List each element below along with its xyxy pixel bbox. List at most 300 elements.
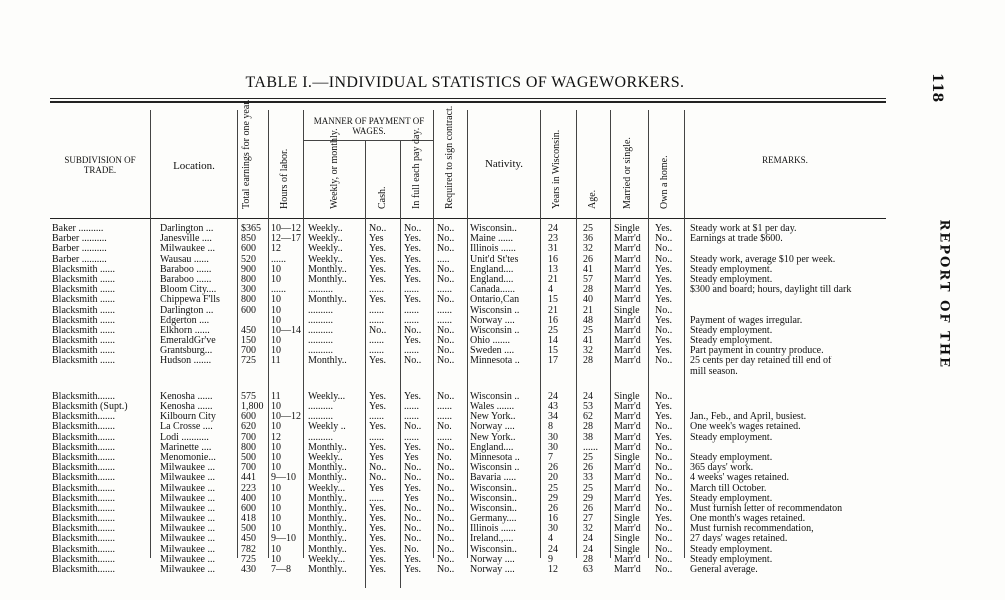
cell-trade: Blacksmith....... — [52, 503, 116, 514]
cell-loc: Milwaukee ... — [160, 565, 215, 575]
cell-hours: 10 — [271, 463, 281, 474]
header-married: Married or single. — [622, 137, 633, 209]
cell-cash: Yes. — [369, 295, 387, 306]
cell-weekly: Weekly... — [308, 483, 346, 494]
header-subdivision: SUBDIVISION OF TRADE. — [64, 155, 136, 175]
cell-earn: 223 — [241, 483, 256, 494]
header-years: Years in Wisconsin. — [551, 129, 562, 209]
cell-nat: Maine ...... — [470, 234, 514, 245]
cell-trade: Baker .......... — [52, 224, 104, 234]
cell-loc: Milwaukee ... — [160, 473, 215, 484]
cell-full: Yes. — [404, 565, 422, 575]
cell-cash: Yes — [369, 452, 384, 463]
cell-earn: 700 — [241, 432, 256, 443]
cell-earn: 782 — [241, 544, 256, 555]
table-row — [0, 514, 1005, 524]
cell-nat: Wisconsin.. — [470, 544, 517, 555]
cell-cash: ...... — [369, 412, 384, 423]
cell-cash: Yes — [369, 483, 384, 494]
cell-cash: No.. — [369, 473, 387, 484]
cell-age: 24 — [583, 534, 593, 545]
top-rule-thick — [50, 101, 886, 103]
cell-full: Yes. — [404, 483, 422, 494]
table-row — [0, 412, 1005, 422]
cell-loc: Darlington ... — [160, 224, 214, 234]
cell-hours: 10—14 — [271, 325, 301, 336]
cell-age: 28 — [583, 422, 593, 433]
cell-trade: Blacksmith ...... — [52, 295, 116, 306]
cell-weekly: .......... — [308, 402, 333, 412]
cell-weekly: Monthly.. — [308, 463, 347, 474]
cell-req: No.. — [437, 244, 455, 255]
cell-yrs: 25 — [548, 325, 558, 336]
cell-yrs: 14 — [548, 336, 558, 347]
cell-mar: Marr'd — [614, 336, 641, 347]
cell-yrs: 17 — [548, 356, 558, 367]
cell-hours: ...... — [271, 285, 286, 296]
table-row — [0, 494, 1005, 504]
cell-earn: 850 — [241, 234, 256, 245]
cell-loc: Baraboo ...... — [160, 264, 212, 275]
cell-full: No.. — [404, 534, 422, 545]
cell-earn: 620 — [241, 422, 256, 433]
cell-loc: EmeraldGr've — [160, 336, 216, 347]
cell-mar: Marr'd — [614, 254, 641, 265]
cell-age: 28 — [583, 285, 593, 296]
cell-hours: ...... — [271, 254, 286, 265]
cell-yrs: 34 — [548, 412, 558, 423]
cell-trade: Blacksmith....... — [52, 514, 116, 525]
cell-full: Yes. — [404, 442, 422, 453]
cell-rem: 27 days' wages retained. — [690, 534, 788, 545]
cell-cash: Yes. — [369, 264, 387, 275]
cell-cash: Yes. — [369, 422, 387, 433]
cell-rem: Steady employment. — [690, 274, 773, 285]
cell-mar: Single — [614, 305, 640, 316]
cell-req: No.. — [437, 346, 455, 357]
cell-age: 32 — [583, 524, 593, 535]
header-home: Own a home. — [659, 155, 670, 209]
cell-rem: Steady employment. — [690, 264, 773, 275]
cell-trade: Blacksmith (Supt.) — [52, 402, 128, 412]
cell-yrs: 30 — [548, 524, 558, 535]
cell-home: Yes. — [655, 412, 673, 423]
cell-yrs: 29 — [548, 493, 558, 504]
cell-weekly: Monthly.. — [308, 473, 347, 484]
cell-yrs: 8 — [548, 422, 553, 433]
cell-loc: Lodi ........... — [160, 432, 209, 443]
cell-cash: No.. — [369, 463, 387, 474]
cell-hours: 10 — [271, 346, 281, 357]
cell-mar: Marr'd — [614, 244, 641, 255]
cell-earn: 150 — [241, 336, 256, 347]
cell-hours: 10 — [271, 264, 281, 275]
cell-age: 26 — [583, 254, 593, 265]
cell-rem: Part payment in country produce. — [690, 346, 824, 357]
cell-home: No.. — [655, 463, 673, 474]
cell-trade: Blacksmith....... — [52, 544, 116, 555]
cell-hours: 10 — [271, 452, 281, 463]
cell-nat: Norway .... — [470, 554, 515, 565]
cell-req: ...... — [437, 315, 452, 326]
cell-nat: Illinois ...... — [470, 524, 516, 535]
cell-home: Yes. — [655, 315, 673, 326]
table-row — [0, 524, 1005, 534]
cell-yrs: 15 — [548, 346, 558, 357]
cell-weekly: Weekly.. — [308, 254, 343, 265]
cell-nat: Norway .... — [470, 422, 515, 433]
cell-age: 25 — [583, 325, 593, 336]
cell-earn: 450 — [241, 325, 256, 336]
cell-age: 25 — [583, 483, 593, 494]
cell-loc: Milwaukee ... — [160, 483, 215, 494]
table-row — [0, 473, 1005, 483]
cell-home: No.. — [655, 534, 673, 545]
cell-yrs: 20 — [548, 473, 558, 484]
header-hours: Hours of labor. — [279, 148, 290, 209]
table-row — [0, 402, 1005, 412]
cell-yrs: 26 — [548, 463, 558, 474]
cell-cash: Yes. — [369, 514, 387, 525]
cell-req: ...... — [437, 402, 452, 412]
cell-nat: Illinois ...... — [470, 244, 516, 255]
cell-loc: Milwaukee ... — [160, 244, 215, 255]
cell-loc: Wausau ...... — [160, 254, 209, 265]
cell-loc: Milwaukee ... — [160, 463, 215, 474]
cell-age: 41 — [583, 264, 593, 275]
cell-earn: 800 — [241, 295, 256, 306]
table-row — [0, 453, 1005, 463]
cell-nat: Germany.... — [470, 514, 517, 525]
cell-nat: Ireland.,.... — [470, 534, 514, 545]
cell-trade: Blacksmith ...... — [52, 346, 116, 357]
cell-full: No.. — [404, 503, 422, 514]
cell-req: No.. — [437, 483, 455, 494]
cell-loc: Kilbourn City — [160, 412, 216, 423]
cell-age: 21 — [583, 305, 593, 316]
table-row — [0, 346, 1005, 356]
cell-age: 29 — [583, 493, 593, 504]
cell-full: ...... — [404, 285, 419, 296]
cell-nat: Wales ....... — [470, 402, 515, 412]
cell-nat: Unit'd St'tes — [470, 254, 519, 265]
cell-full: Yes — [404, 493, 419, 504]
cell-yrs: 7 — [548, 452, 553, 463]
cell-rem: Must furnish recommendation, — [690, 524, 814, 535]
cell-yrs: 21 — [548, 305, 558, 316]
cell-req: No.. — [437, 544, 455, 555]
cell-earn: 520 — [241, 254, 256, 265]
table-title: TABLE I.—INDIVIDUAL STATISTICS OF WAGEWORKERS. — [245, 74, 685, 91]
cell-home: Yes. — [655, 295, 673, 306]
table-row — [0, 336, 1005, 346]
cell-hours: 10 — [271, 524, 281, 535]
cell-home: Yes. — [655, 432, 673, 443]
cell-loc: Milwaukee ... — [160, 514, 215, 525]
header-required: Required to sign contract. — [444, 105, 455, 209]
cell-mar: Marr'd — [614, 483, 641, 494]
cell-loc: Chippewa F'lls — [160, 295, 220, 306]
cell-earn: $365 — [241, 224, 261, 234]
cell-full: Yes. — [404, 295, 422, 306]
cell-yrs: 4 — [548, 285, 553, 296]
cell-cash: Yes. — [369, 554, 387, 565]
cell-hours: 10—12 — [271, 412, 301, 423]
cell-cash: ...... — [369, 305, 384, 316]
header-earnings: Total earnings for one year. — [241, 99, 252, 209]
cell-weekly: Monthly.. — [308, 524, 347, 535]
cell-cash: ...... — [369, 346, 384, 357]
cell-age: 38 — [583, 432, 593, 443]
cell-mar: Marr'd — [614, 493, 641, 504]
cell-full: ...... — [404, 346, 419, 357]
cell-req: ...... — [437, 305, 452, 316]
table-row — [0, 422, 1005, 432]
cell-yrs: 26 — [548, 503, 558, 514]
cell-req: ...... — [437, 432, 452, 443]
table-row — [0, 265, 1005, 275]
cell-yrs: 30 — [548, 442, 558, 453]
cell-weekly: Monthly.. — [308, 295, 347, 306]
cell-loc: Milwaukee ... — [160, 493, 215, 504]
cell-trade: Blacksmith....... — [52, 452, 116, 463]
cell-cash: No.. — [369, 224, 387, 234]
cell-home: Yes. — [655, 264, 673, 275]
cell-cash: Yes. — [369, 544, 387, 555]
cell-loc: Grantsburg... — [160, 346, 213, 357]
cell-rem: Steady work, average $10 per week. — [690, 254, 836, 265]
cell-cash: ...... — [369, 336, 384, 347]
cell-cash: ...... — [369, 285, 384, 296]
table-row — [0, 285, 1005, 295]
cell-earn: 600 — [241, 503, 256, 514]
cell-home: Yes. — [655, 224, 673, 234]
cell-home: No.. — [655, 391, 673, 402]
cell-age: 53 — [583, 402, 593, 412]
table-row — [0, 367, 1005, 377]
cell-age: 62 — [583, 412, 593, 423]
cell-nat: New York.. — [470, 432, 516, 443]
table-body — [0, 224, 1005, 575]
top-rule — [50, 98, 886, 99]
cell-home: No.. — [655, 452, 673, 463]
cell-yrs: 43 — [548, 402, 558, 412]
cell-weekly: Monthly.. — [308, 264, 347, 275]
cell-yrs: 24 — [548, 391, 558, 402]
cell-hours: 12 — [271, 244, 281, 255]
header-remarks: REMARKS. — [762, 155, 808, 165]
cell-home: No.. — [655, 473, 673, 484]
header-manner: MANNER OF PAYMENT OF WAGES. — [313, 116, 425, 136]
cell-trade: Blacksmith ...... — [52, 305, 116, 316]
cell-mar: Marr'd — [614, 285, 641, 296]
cell-full: ...... — [404, 305, 419, 316]
cell-mar: Marr'd — [614, 442, 641, 453]
cell-earn: 800 — [241, 274, 256, 285]
cell-earn: 600 — [241, 412, 256, 423]
cell-age: 63 — [583, 565, 593, 575]
cell-home: No.. — [655, 565, 673, 575]
cell-home: No.. — [655, 554, 673, 565]
cell-trade: Blacksmith ...... — [52, 325, 116, 336]
cell-weekly: .......... — [308, 315, 333, 326]
table-row — [0, 392, 1005, 402]
cell-yrs: 23 — [548, 234, 558, 245]
cell-full: Yes. — [404, 391, 422, 402]
cell-full: No.. — [404, 422, 422, 433]
cell-cash: Yes. — [369, 565, 387, 575]
cell-age: 25 — [583, 452, 593, 463]
cell-req: No.. — [437, 463, 455, 474]
running-head: REPORT OF THE — [936, 219, 952, 370]
cell-rem: $300 and board; hours, daylight till dark — [690, 285, 852, 296]
cell-mar: Marr'd — [614, 422, 641, 433]
cell-cash: Yes. — [369, 356, 387, 367]
cell-weekly: Weekly... — [308, 391, 346, 402]
cell-rem: Steady employment. — [690, 493, 773, 504]
cell-age: 32 — [583, 346, 593, 357]
cell-req: ..... — [437, 254, 450, 265]
header-age: Age. — [587, 189, 598, 209]
header-nativity: Nativity. — [484, 158, 524, 170]
cell-age: 24 — [583, 391, 593, 402]
cell-mar: Marr'd — [614, 234, 641, 245]
cell-rem: One month's wages retained. — [690, 514, 806, 525]
cell-age: 25 — [583, 224, 593, 234]
table-row — [0, 545, 1005, 555]
cell-req: No.. — [437, 391, 455, 402]
cell-rem: 365 days' work. — [690, 463, 754, 474]
cell-req: No.. — [437, 514, 455, 525]
cell-home: Yes. — [655, 346, 673, 357]
cell-age: 57 — [583, 274, 593, 285]
cell-yrs: 24 — [548, 544, 558, 555]
cell-req: No.. — [437, 442, 455, 453]
cell-earn: 400 — [241, 493, 256, 504]
cell-trade: Blacksmith....... — [52, 534, 116, 545]
cell-earn: 725 — [241, 554, 256, 565]
cell-cash: Yes. — [369, 254, 387, 265]
cell-full: ...... — [404, 315, 419, 326]
cell-full: No.. — [404, 463, 422, 474]
cell-rem: Steady employment. — [690, 452, 773, 463]
cell-home: No.. — [655, 325, 673, 336]
cell-weekly: .......... — [308, 412, 333, 423]
cell-hours: 11 — [271, 356, 281, 367]
cell-yrs: 21 — [548, 274, 558, 285]
cell-age: 36 — [583, 234, 593, 245]
cell-full: Yes. — [404, 274, 422, 285]
cell-hours: 10 — [271, 493, 281, 504]
cell-cash: ...... — [369, 493, 384, 504]
table-row — [0, 484, 1005, 494]
cell-home: No.. — [655, 254, 673, 265]
table-row — [0, 463, 1005, 473]
cell-hours: 10 — [271, 295, 281, 306]
cell-earn: 725 — [241, 356, 256, 367]
cell-full: ...... — [404, 432, 419, 443]
cell-loc: Kenosha ...... — [160, 391, 213, 402]
cell-earn: 430 — [241, 565, 256, 575]
cell-cash: Yes. — [369, 503, 387, 514]
cell-req: ...... — [437, 285, 452, 296]
table-row — [0, 565, 1005, 575]
cell-earn: 300 — [241, 285, 256, 296]
cell-loc: La Crosse .... — [160, 422, 213, 433]
cell-loc: Elkhorn ...... — [160, 325, 210, 336]
table-row — [0, 275, 1005, 285]
cell-loc: Milwaukee ... — [160, 534, 215, 545]
cell-nat: Wisconsin .. — [470, 325, 520, 336]
cell-full: No.. — [404, 514, 422, 525]
cell-req: No.. — [437, 274, 455, 285]
cell-nat: Wisconsin.. — [470, 224, 517, 234]
cell-req: No.. — [437, 336, 455, 347]
cell-full: Yes — [404, 452, 419, 463]
cell-cash: ...... — [369, 315, 384, 326]
cell-weekly: Weekly.. — [308, 244, 343, 255]
cell-mar: Marr'd — [614, 412, 641, 423]
cell-hours: 10 — [271, 483, 281, 494]
cell-earn: 700 — [241, 463, 256, 474]
cell-home: No.. — [655, 356, 673, 367]
cell-nat: Norway .... — [470, 315, 515, 326]
cell-req: No.. — [437, 524, 455, 535]
cell-full: Yes. — [404, 336, 422, 347]
cell-full: Yes. — [404, 254, 422, 265]
cell-home: No.. — [655, 422, 673, 433]
cell-weekly: .......... — [308, 346, 333, 357]
cell-req: No.. — [437, 356, 455, 367]
cell-full: ...... — [404, 412, 419, 423]
cell-full: No.. — [404, 356, 422, 367]
cell-mar: Marr'd — [614, 346, 641, 357]
cell-mar: Marr'd — [614, 554, 641, 565]
page-number: 118 — [929, 73, 945, 103]
cell-hours: 11 — [271, 391, 281, 402]
cell-hours: 10 — [271, 544, 281, 555]
cell-yrs: 4 — [548, 534, 553, 545]
cell-cash: Yes — [369, 234, 384, 245]
cell-yrs: 12 — [548, 565, 558, 575]
cell-weekly: .......... — [308, 432, 333, 443]
cell-weekly: Monthly.. — [308, 356, 347, 367]
cell-home: Yes. — [655, 402, 673, 412]
cell-nat: Wisconsin .. — [470, 463, 520, 474]
cell-trade: Barber .......... — [52, 234, 107, 245]
cell-loc: Janesville .... — [160, 234, 212, 245]
cell-yrs: 16 — [548, 254, 558, 265]
cell-loc: Hudson ....... — [160, 356, 212, 367]
cell-cash: Yes. — [369, 402, 387, 412]
cell-hours: 12 — [271, 432, 281, 443]
cell-mar: Marr'd — [614, 524, 641, 535]
cell-weekly: Monthly.. — [308, 442, 347, 453]
cell-age: 26 — [583, 463, 593, 474]
cell-nat: Norway .... — [470, 565, 515, 575]
cell-hours: 10 — [271, 305, 281, 316]
table-row — [0, 306, 1005, 316]
cell-trade: Blacksmith....... — [52, 463, 116, 474]
cell-nat: Wisconsin .. — [470, 391, 520, 402]
cell-mar: Single — [614, 391, 640, 402]
cell-hours: 10 — [271, 442, 281, 453]
cell-req: ...... — [437, 412, 452, 423]
cell-loc: Marinette .... — [160, 442, 212, 453]
table-row — [0, 534, 1005, 544]
cell-nat: Wisconsin.. — [470, 483, 517, 494]
cell-rem: Must furnish letter of recommendaton — [690, 503, 843, 514]
